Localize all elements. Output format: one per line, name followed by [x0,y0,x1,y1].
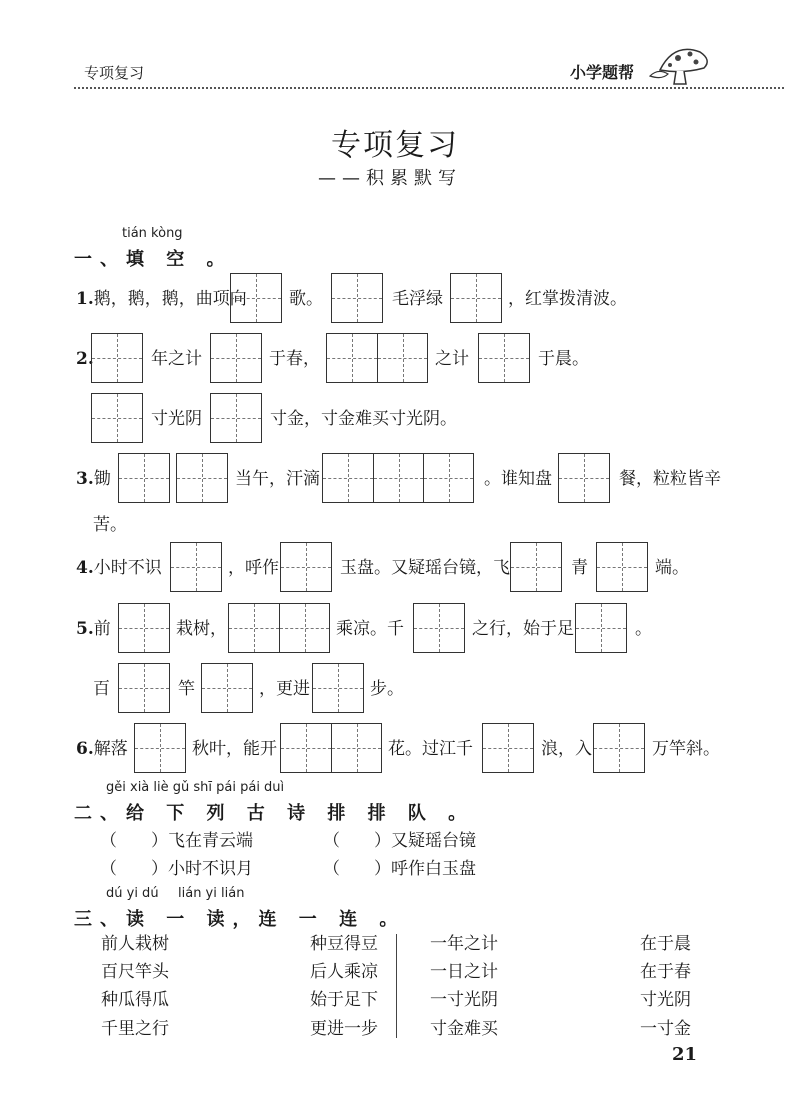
q6-number: 6. [76,739,94,759]
page-title: 专项复习 [331,128,459,163]
q2-text-4: 于晨。 [538,349,589,369]
q5-text-5: 。 [635,619,652,639]
q5-text-6: 百 [93,679,110,699]
section3-pinyin-1: dú yi dú [106,886,159,901]
q4-text-5: 端。 [655,558,689,578]
q4-text-2: ，呼作 [228,558,279,578]
q5-blank-4[interactable] [575,603,627,653]
order-item-2[interactable]: （ ）又疑瑶台镜 [323,831,476,851]
match-col4-item[interactable]: 在于春 [640,962,691,982]
q2-blank-2[interactable] [210,333,262,383]
q2-number: 2. [76,349,94,369]
mushroom-icon [646,40,712,88]
q2-blank-5[interactable] [91,393,143,443]
q4-number: 4. [76,558,94,578]
q3-text-5: 苦。 [93,515,127,535]
q2-blank-3[interactable] [326,333,428,383]
q5-text-3: 乘凉。千 [336,619,404,639]
match-col1-item[interactable]: 前人栽树 [101,934,169,954]
q5-blank-5[interactable] [118,663,170,713]
q4-blank-4[interactable] [596,542,648,592]
section2-pinyin: gěi xià liè gǔ shī pái pái duì [106,780,285,795]
order-item-3[interactable]: （ ）小时不识月 [100,859,253,879]
q5-text-8: ，更进 [259,679,310,699]
match-col3-item[interactable]: 一日之计 [430,962,498,982]
q6-text-5: 万竿斜。 [652,739,720,759]
q6-text-2: 秋叶，能开 [192,739,277,759]
match-col1-item[interactable]: 百尺竿头 [101,962,169,982]
order-item-1[interactable]: （ ）飞在青云端 [100,831,253,851]
match-col4-item[interactable]: 寸光阴 [640,990,691,1010]
q5-blank-1[interactable] [118,603,170,653]
match-col2-item[interactable]: 始于足下 [310,990,378,1010]
q5-text-2: 栽树， [176,619,227,639]
q4-text-1: 小时不识 [93,558,162,578]
match-col2-item[interactable]: 后人乘凉 [310,962,378,982]
q3-text-3: 。谁知盘 [484,469,552,489]
q5-blank-6[interactable] [201,663,253,713]
q3-blank-4[interactable] [558,453,610,503]
header-section-label: 专项复习 [84,64,145,82]
q5-blank-2[interactable] [228,603,330,653]
q2-blank-4[interactable] [478,333,530,383]
q2-blank-6[interactable] [210,393,262,443]
match-col1-item[interactable]: 种瓜得瓜 [101,990,169,1010]
match-col3-item[interactable]: 一寸光阴 [430,990,498,1010]
q2-text-2: 于春， [269,349,320,369]
q2-text-3: 之计 [435,349,469,369]
q4-text-4: 青 [571,558,588,578]
q6-blank-2[interactable] [280,723,382,773]
q1-blank-1[interactable] [230,273,282,323]
match-divider [396,934,397,1038]
match-col3-item[interactable]: 寸金难买 [430,1019,498,1039]
q1-number: 1. [76,289,94,309]
q5-number: 5. [76,619,94,639]
q3-blank-3[interactable] [322,453,474,503]
section3-pinyin-2: lián yi lián [178,886,245,901]
page-subtitle: ——积累默写 [318,168,462,189]
q6-text-1: 解落 [93,739,128,759]
q4-blank-3[interactable] [510,542,562,592]
q1-blank-2[interactable] [331,273,383,323]
q6-text-4: 浪，入 [541,739,592,759]
q1-text-3: 毛浮绿 [392,289,443,309]
q3-text-1: 锄 [93,469,111,489]
q6-blank-3[interactable] [482,723,534,773]
q5-text-4: 之行，始于足 [472,619,574,639]
q5-text-1: 前 [93,619,111,639]
match-col2-item[interactable]: 更进一步 [310,1019,378,1039]
match-col1-item[interactable]: 千里之行 [101,1019,169,1039]
q3-number: 3. [76,469,94,489]
q2-text-5: 寸光阴 [151,409,202,429]
q1-blank-3[interactable] [450,273,502,323]
order-item-4[interactable]: （ ）呼作白玉盘 [323,859,476,879]
q3-blank-2[interactable] [176,453,228,503]
match-col2-item[interactable]: 种豆得豆 [310,934,378,954]
q1-text-2: 歌。 [289,289,323,309]
q1-text-1: 鹅，鹅，鹅，曲项向 [93,289,247,309]
section1-heading: 一、填 空 。 [74,249,233,270]
q6-text-3: 花。过江千 [388,739,473,759]
section2-heading: 二、给 下 列 古 诗 排 排 队 。 [74,803,475,824]
q4-blank-1[interactable] [170,542,222,592]
q3-text-4: 餐，粒粒皆辛 [619,469,721,489]
section1-pinyin: tián kòng [122,226,183,241]
q6-blank-1[interactable] [134,723,186,773]
q3-text-2: 当午，汗滴 [235,469,320,489]
q4-text-3: 玉盘。又疑瑶台镜，飞 [340,558,510,578]
q3-blank-1[interactable] [118,453,170,503]
match-col4-item[interactable]: 在于晨 [640,934,691,954]
match-col3-item[interactable]: 一年之计 [430,934,498,954]
q5-text-9: 步。 [370,679,404,699]
match-col4-item[interactable]: 一寸金 [640,1019,691,1039]
q2-text-1: 年之计 [151,349,202,369]
q4-blank-2[interactable] [280,542,332,592]
q5-text-7: 竿 [178,679,195,699]
header-brand: 小学题帮 [570,63,635,82]
q5-blank-7[interactable] [312,663,364,713]
q2-text-6: 寸金，寸金难买寸光阴。 [270,409,457,429]
q5-blank-3[interactable] [413,603,465,653]
q1-text-4: ，红掌拨清波。 [508,289,627,309]
q2-blank-1[interactable] [91,333,143,383]
page-number: 21 [672,1044,698,1065]
section3-heading: 三、读 一 读，连 一 连 。 [74,909,406,930]
header-divider [74,87,784,89]
q6-blank-4[interactable] [593,723,645,773]
